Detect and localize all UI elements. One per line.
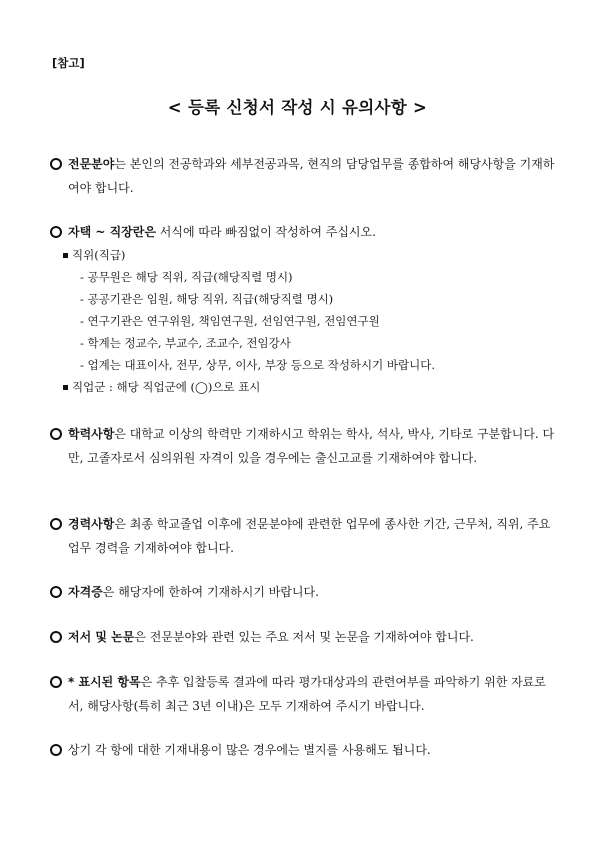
circle-bullet-icon <box>50 744 62 756</box>
note-publications <box>50 625 555 649</box>
note-key: * 표시된 항목 <box>68 675 141 689</box>
note-text: 은 대학교 이상의 학력만 기재하시고 학위는 학사, 석사, 박사, 기타로 구분합니다. 다만, 고졸자로서 심의위원 자격이 있을 경우에는 출신고교를 기재하여야 합니다. <box>68 427 555 465</box>
circle-bullet-icon <box>50 226 62 238</box>
note-key: 자격증 <box>68 585 103 599</box>
circle-bullet-icon <box>50 158 62 170</box>
circle-bullet-icon <box>50 586 62 598</box>
note-extra-sheet <box>50 738 555 762</box>
note-key: 경력사항 <box>68 517 115 531</box>
square-bullet-icon <box>63 385 68 390</box>
circle-bullet-icon <box>50 518 62 530</box>
position-line: - 공공기관은 임원, 해당 직위, 직급(해당직렬 명시) <box>80 292 334 306</box>
position-line: - 공무원은 해당 직위, 직급(해당직렬 명시) <box>80 270 293 284</box>
circle-bullet-icon <box>50 631 62 643</box>
note-key: 저서 및 논문 <box>68 630 135 644</box>
note-text: 은 최종 학교졸업 이후에 전문분야에 관련한 업무에 종사한 기간, 근무처, 직위, 주요업무 경력을 기재하여야 합니다. <box>68 517 551 555</box>
note-text: 은 추후 입찰등록 결과에 따라 평가대상과의 관련여부를 파악하기 위한 자료로서, 해당사항(특히 최근 3년 이내)은 모두 기재하여 주시기 바랍니다. <box>68 675 546 713</box>
circle-bullet-icon <box>50 428 62 440</box>
note-education <box>50 422 555 470</box>
circle-bullet-icon <box>50 676 62 688</box>
page-title: < 등록 신청서 작성 시 유의사항 > <box>167 98 428 117</box>
job-group-line: 직업군 : 해당 직업군에 (◯)으로 표시 <box>63 376 260 398</box>
position-heading: 직위(직급) <box>63 244 125 266</box>
square-bullet-icon <box>63 253 68 258</box>
note-address <box>50 220 555 244</box>
note-career <box>50 512 555 560</box>
note-key: 학력사항 <box>68 427 115 441</box>
position-line: - 연구기관은 연구위원, 책임연구원, 선임연구원, 전임연구원 <box>80 314 380 328</box>
note-key: 전문분야 <box>68 157 115 171</box>
note-marked-items <box>50 670 555 718</box>
note-text: 상기 각 항에 대한 기재내용이 많은 경우에는 별지를 사용해도 됩니다. <box>68 743 431 757</box>
note-text: 는 본인의 전공학과와 세부전공과목, 현직의 담당업무를 종합하여 해당사항을 기재하여야 합니다. <box>68 157 555 195</box>
position-line: - 학계는 정교수, 부교수, 조교수, 전임강사 <box>80 336 291 350</box>
reference-tag: [참고] <box>52 56 85 70</box>
note-key: 자택 ~ 직장란은 <box>68 225 156 239</box>
position-line: - 업계는 대표이사, 전무, 상무, 이사, 부장 등으로 작성하시기 바랍니다. <box>80 358 436 372</box>
note-text: 서식에 따라 빠짐없이 작성하여 주십시오. <box>155 225 376 239</box>
note-text: 은 전문분야와 관련 있는 주요 저서 및 논문을 기재하여야 합니다. <box>134 630 474 644</box>
note-text: 은 해당자에 한하여 기재하시기 바랍니다. <box>102 585 319 599</box>
note-specialty <box>50 152 555 200</box>
note-license <box>50 580 555 604</box>
